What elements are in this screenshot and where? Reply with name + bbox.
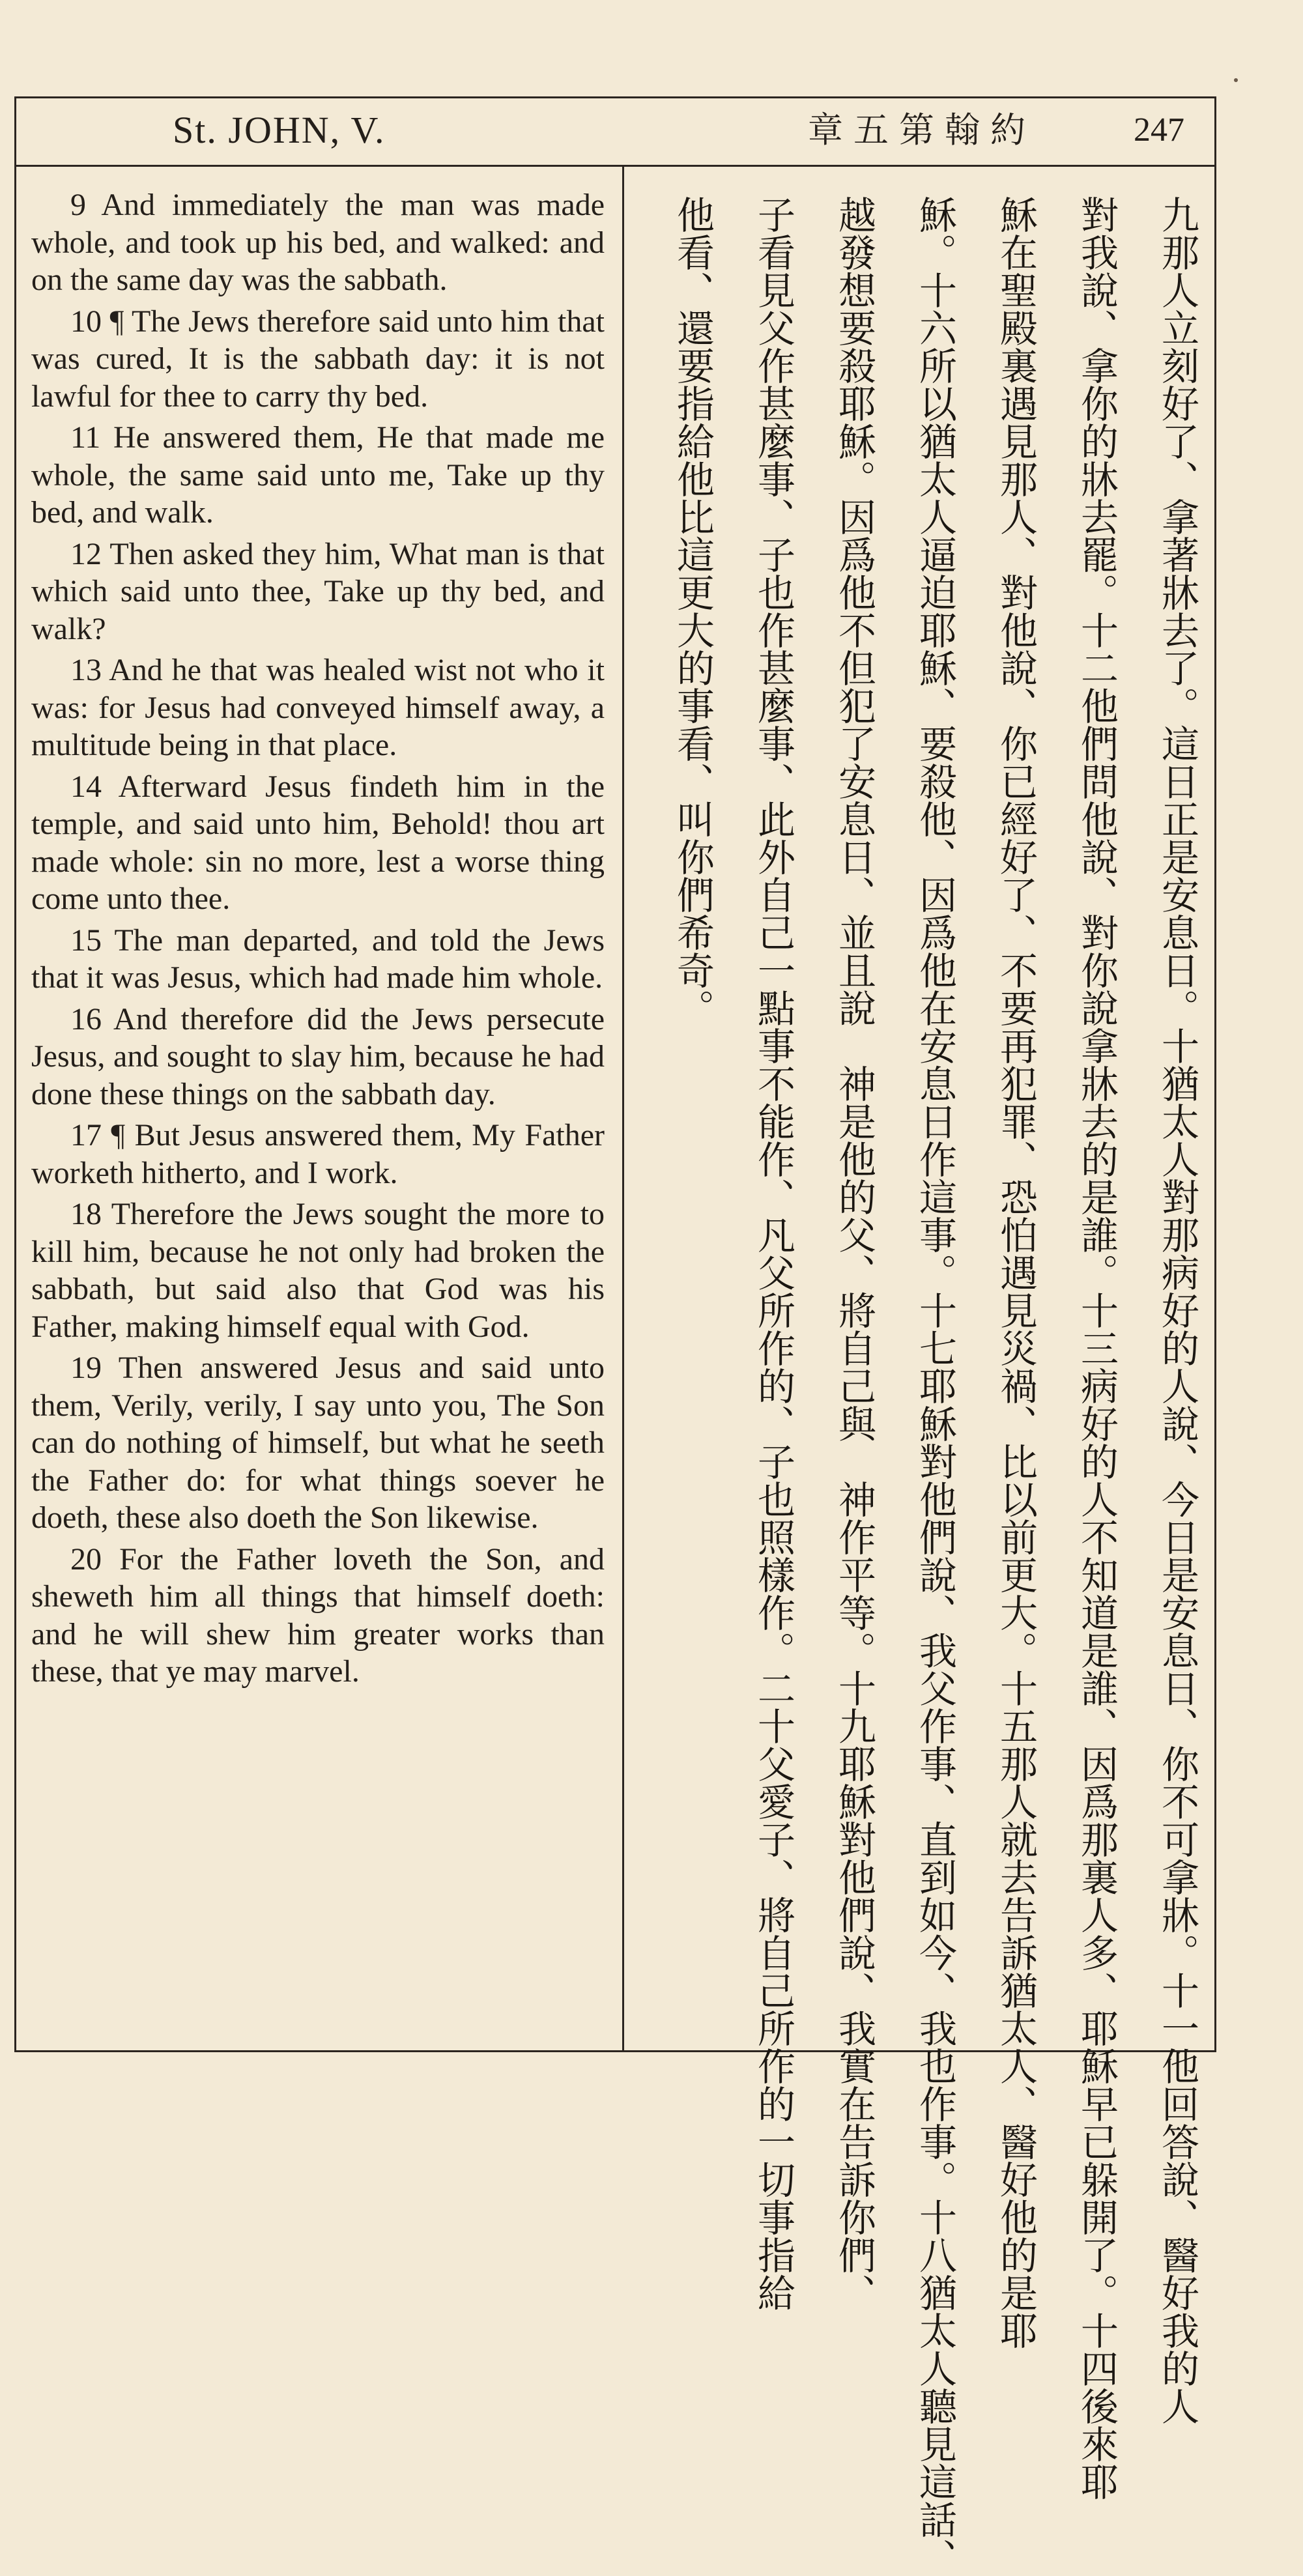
verse-12: 12 Then asked they him, What man is that which said unto thee, Take up thy bed, and walk? <box>31 536 605 646</box>
chinese-text-column <box>629 195 1202 2576</box>
english-running-head: St. JOHN, V. <box>173 109 386 151</box>
page-number: 247 <box>1134 111 1184 149</box>
chinese-column-3: 穌在聖殿裏遇見那人、對他說、你已經好了、不要再犯罪、恐怕遇見災禍、比以前更大。十五那人就去告訴猶太人、醫好他的是耶 <box>994 195 1038 2349</box>
verse-16: 16 And therefore did the Jews persecute Jesus, and sought to slay him, because he had done these things on the sabbath day. <box>31 1001 605 1111</box>
verse-11: 11 He answered them, He that made me whole, the same said unto me, Take up thy bed, and walk. <box>31 420 605 530</box>
verse-9: 9 And immediately the man was made whole, and took up his bed, and walked: and on the same day was the sabbath. <box>31 188 605 297</box>
chinese-running-head: 章五第翰約 <box>808 109 1036 150</box>
column-divider <box>622 167 624 2052</box>
verse-10: 10 ¶ The Jews therefore said unto him that was cured, It is the sabbath day: it is not lawful for thee to carry thy bed. <box>31 304 605 414</box>
verse-20: 20 For the Father loveth the Son, and sheweth him all things that himself doeth: and he will shew him greater works than these, that ye may marvel. <box>31 1541 605 1689</box>
header-rule <box>14 165 1216 167</box>
chinese-column-5: 越發想要殺耶穌。因爲他不但犯了安息日、並且說 神是他的父、將自己與 神作平等。十九耶穌對他們說、我實在告訴你們、 <box>832 195 876 2311</box>
verse-14: 14 Afterward Jesus findeth him in the temple, and said unto him, Behold! thou art made whole: sin no more, lest a worse thing come unto thee. <box>31 769 605 916</box>
verse-15: 15 The man departed, and told the Jews that it was Jesus, which had made him whole. <box>31 923 605 995</box>
margin-mark <box>1234 78 1238 82</box>
verse-18: 18 Therefore the Jews sought the more to kill him, because he not only had broken the sabbath, but said also that God was his Father, making himself equal with God. <box>31 1197 605 1344</box>
verse-13: 13 And he that was healed wist not who it was: for Jesus had conveyed himself away, a multitude being in that place. <box>31 653 605 762</box>
chinese-column-7: 他看、還要指給他比這更大的事看、叫你們希奇。 <box>670 195 715 1027</box>
verse-17: 17 ¶ But Jesus answered them, My Father worketh hitherto, and I work. <box>31 1118 605 1190</box>
verse-19: 19 Then answered Jesus and said unto them, Verily, verily, I say unto you, The Son can do nothing of himself, but what he seeth the Father do: for what things soever he doeth, these also doeth the Son likewise. <box>31 1351 605 1535</box>
chinese-column-1: 九那人立刻好了、拿著牀去了。這日正是安息日。十猶太人對那病好的人說、今日是安息日、你不可拿牀。十一他回答說、醫好我的人 <box>1155 195 1199 2425</box>
chinese-column-2: 對我說、拿你的牀去罷。十二他們問他說、對你說拿牀去的是誰。十三病好的人不知道是誰、因爲那裏人多、耶穌早已躲開了。十四後來耶 <box>1074 195 1119 2500</box>
english-text-column <box>31 186 605 1695</box>
chinese-column-6: 子看見父作甚麼事、子也作甚麼事、此外自己一點事不能作、凡父所作的、子也照樣作。二十父愛子、將自己所作的一切事指給 <box>751 195 795 2311</box>
chinese-column-4: 穌。十六所以猶太人逼迫耶穌、要殺他、因爲他在安息日作這事。十七耶穌對他們說、我父作事、直到如今、我也作事。十八猶太人聽見這話、 <box>913 195 957 2576</box>
